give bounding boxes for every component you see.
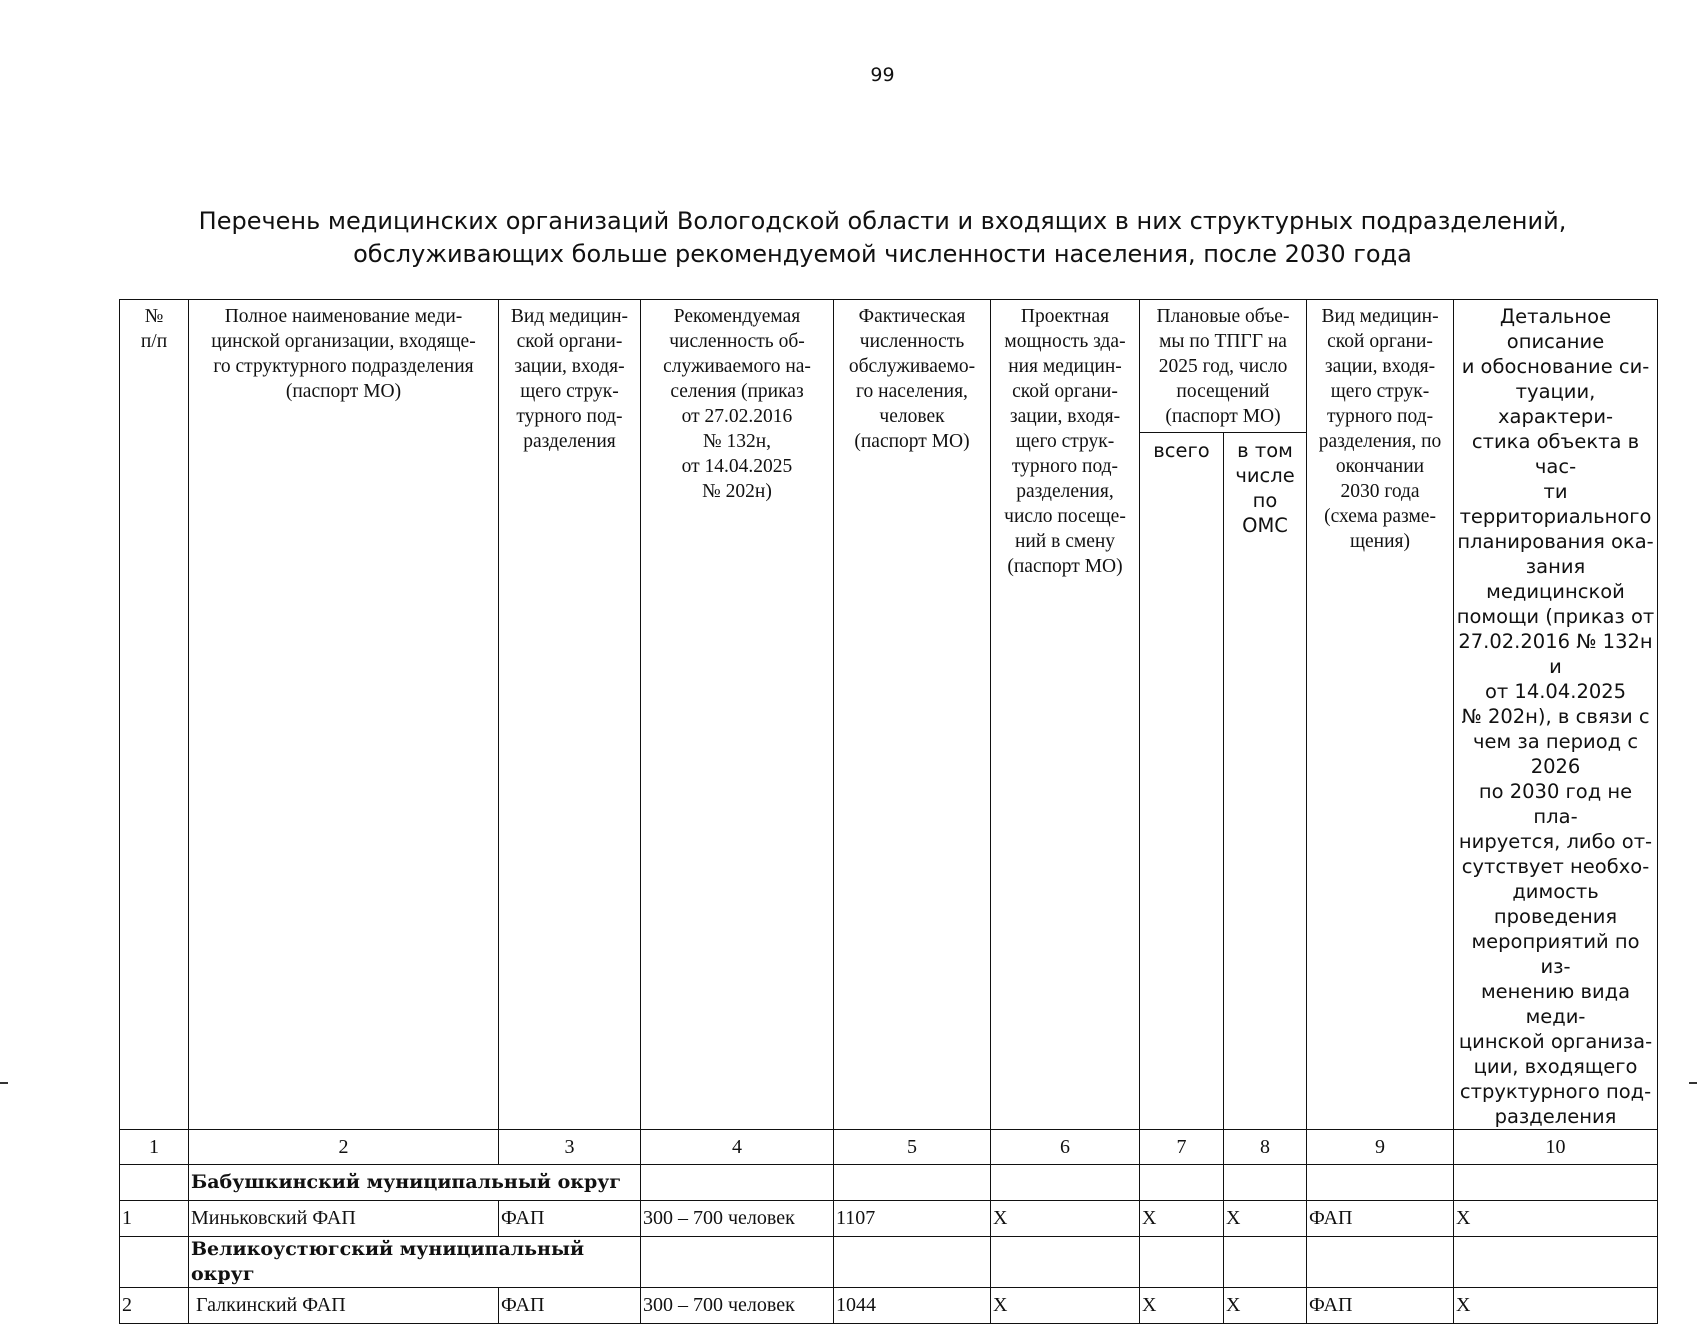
cell-name: Миньковский ФАП: [189, 1201, 499, 1237]
group-name: Бабушкинский муниципальный округ: [189, 1165, 641, 1201]
cell-oms: Х: [1224, 1201, 1307, 1237]
cell-description: Х: [1454, 1288, 1658, 1324]
cell-type: ФАП: [499, 1201, 641, 1237]
cell-type-2030: ФАП: [1307, 1288, 1454, 1324]
cell-type: ФАП: [499, 1288, 641, 1324]
title-line-2: обслуживающих больше рекомендуемой численности населения, после 2030 года: [353, 240, 1412, 268]
header-col-7: всего: [1140, 433, 1224, 1130]
group-row: [120, 1165, 1658, 1201]
cell-total: Х: [1140, 1288, 1224, 1324]
header-col-9: Вид медицин- ской органи- зации, входя- щего струк- турного под- разделения, по окончании 2030 года (схема разме- щения): [1307, 300, 1454, 1130]
cell-number: 2: [120, 1288, 189, 1324]
header-col-7-8: Плановые объе- мы по ТПГГ на 2025 год, число посещений (паспорт МО): [1140, 300, 1307, 433]
column-number: 2: [189, 1130, 499, 1165]
column-number: 8: [1224, 1130, 1307, 1165]
header-col-10: Детальное описание и обоснование си- туации, характери- стика объекта в час- ти территориального планирования ока- зания медицинской помощи (приказ от 27.02.2016 № 132н и от 14.04.2025 № 202н), в связи с чем за период с 2026 по 2030 год не пла- нируется, либо от- сутствует необхо- димость проведения мероприятий по из- менению вида меди- цинской организа- ции, входящего структурного под- разделения: [1454, 300, 1658, 1130]
table-row: [120, 1201, 1658, 1237]
column-number: 1: [120, 1130, 189, 1165]
cell-type-2030: ФАП: [1307, 1201, 1454, 1237]
cell-number: 1: [120, 1201, 189, 1237]
column-number: 10: [1454, 1130, 1658, 1165]
cell-capacity: Х: [991, 1201, 1140, 1237]
cell-name: Галкинский ФАП: [189, 1288, 499, 1324]
column-number: 9: [1307, 1130, 1454, 1165]
cell-actual: 1107: [834, 1201, 991, 1237]
header-col-3: Вид медицин- ской органи- зации, входя- щего струк- турного под- разделения: [499, 300, 641, 1130]
cell-oms: Х: [1224, 1288, 1307, 1324]
document-title: [0, 205, 1697, 271]
header-col-1: № п/п: [120, 300, 189, 1130]
column-number: 5: [834, 1130, 991, 1165]
cell-total: Х: [1140, 1201, 1224, 1237]
column-number: 4: [641, 1130, 834, 1165]
cell-capacity: Х: [991, 1288, 1140, 1324]
cell-description: Х: [1454, 1201, 1658, 1237]
cell-recommended: 300 – 700 человек: [641, 1201, 834, 1237]
margin-mark-right: [1689, 1082, 1697, 1084]
organizations-table: [119, 299, 1658, 1324]
column-numbers-row: [120, 1130, 1658, 1165]
header-col-2: Полное наименование меди- цинской организации, входяще- го структурного подразделения (паспорт МО): [189, 300, 499, 1130]
group-row: [120, 1237, 1658, 1288]
header-col-8: в том числе по ОМС: [1224, 433, 1307, 1130]
cell-actual: 1044: [834, 1288, 991, 1324]
page-number: 99: [870, 64, 895, 86]
header-col-6: Проектная мощность зда- ния медицин- ской органи- зации, входя- щего струк- турного под- разделения, число посеще- ний в смену (паспорт МО): [991, 300, 1140, 1130]
column-number: 7: [1140, 1130, 1224, 1165]
header-col-5: Фактическая численность обслуживаемо- го населения, человек (паспорт МО): [834, 300, 991, 1130]
cell-recommended: 300 – 700 человек: [641, 1288, 834, 1324]
header-row: [120, 300, 1658, 433]
table-row: [120, 1288, 1658, 1324]
group-name: Великоустюгский муниципальный округ: [189, 1237, 641, 1288]
title-line-1: Перечень медицинских организаций Вологодской области и входящих в них структурных подразделений,: [198, 207, 1567, 235]
column-number: 6: [991, 1130, 1140, 1165]
header-col-4: Рекомендуемая численность об- служиваемого на- селения (приказ от 27.02.2016 № 132н, от 14.04.2025 № 202н): [641, 300, 834, 1130]
margin-mark-left: [0, 1082, 8, 1084]
column-number: 3: [499, 1130, 641, 1165]
